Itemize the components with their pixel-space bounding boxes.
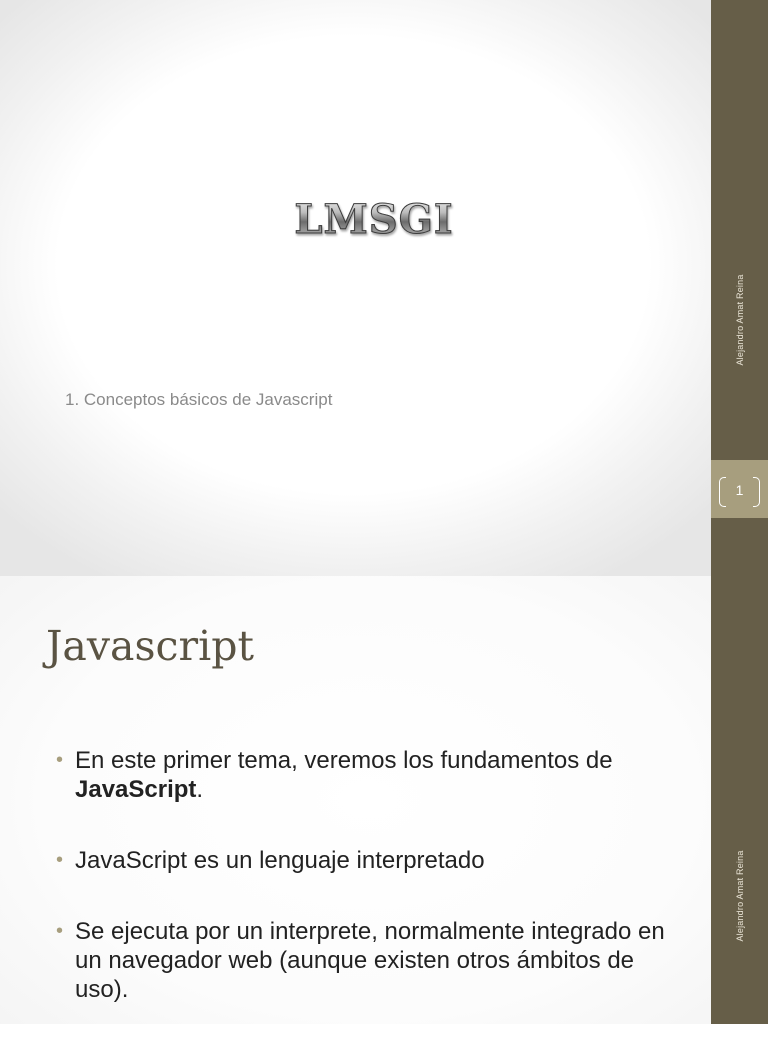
slide-sidebar <box>711 576 768 1024</box>
bullet-icon: • <box>56 849 64 871</box>
bullet-icon: • <box>56 749 64 771</box>
presentation-subtitle: 1. Conceptos básicos de Javascript <box>65 390 333 409</box>
list-item <box>56 917 676 1004</box>
list-item <box>56 746 676 804</box>
author-label: Alejandro Amat Reina <box>734 850 745 942</box>
page-number-badge <box>711 460 768 518</box>
bullet-icon: • <box>56 920 64 942</box>
bracket-right-icon <box>753 477 760 507</box>
presentation-title: LMSGI <box>0 196 748 243</box>
bullet-text: Se ejecuta por un interprete, normalmente integrado en un navegador web (aunque existen otros ámbitos de uso). <box>75 918 665 1003</box>
slide-heading: Javascript <box>46 622 254 670</box>
bullet-text: JavaScript es un lenguaje interpretado <box>75 847 485 874</box>
bullet-bold-text: JavaScript <box>75 776 197 803</box>
list-item <box>56 846 676 875</box>
author-label: Alejandro Amat Reina <box>734 274 745 366</box>
bullet-list <box>56 746 676 1046</box>
bullet-text-end: . <box>196 776 204 803</box>
bullet-text: En este primer tema, veremos los fundamentos de <box>75 747 613 774</box>
page-number: 1 <box>735 482 744 498</box>
